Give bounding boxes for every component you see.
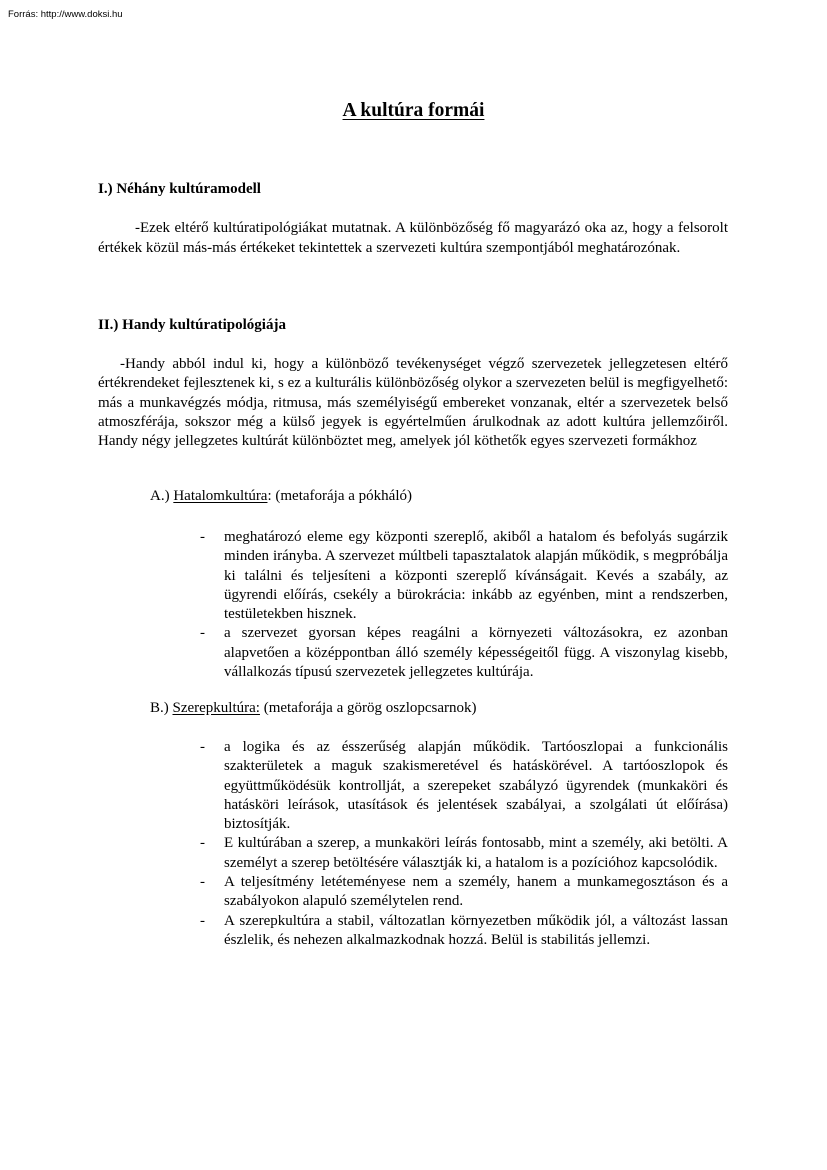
list-item: [200, 912, 728, 951]
subsection-a-prefix: A.): [150, 488, 174, 504]
subsection-b-term: Szerepkultúra:: [172, 700, 260, 716]
list-item-text: meghatározó eleme egy központi szereplő, akiből a hatalom és befolyás sugárzik minden irányba. A szervezet múltbeli tapasztalatok alapján működik, s megpróbálja ki találni és teljesíteni a központi szereplő kívánságait. Kevés a szabály, az ügyrendi előírás, csekély a bürokrácia: inkább az egyénben, mint a rendszerben, testületekben hisznek.: [224, 529, 728, 623]
subsection-a-metaphor: : (metaforája a pókháló): [267, 488, 412, 504]
subsection-b-heading: [150, 700, 477, 717]
list-item-text: A szerepkultúra a stabil, változatlan környezetben működik jól, a változást lassan észlelik, és nehezen alkalmazkodnak hozzá. Belül is stabilitás jellemzi.: [224, 912, 728, 948]
list-item: [200, 528, 728, 624]
list-item: [200, 873, 728, 912]
subsection-a-bullet-list: [200, 528, 728, 682]
bullet-dash: -: [200, 625, 205, 642]
source-line: Forrás: http://www.doksi.hu: [8, 9, 123, 20]
bullet-dash: -: [200, 835, 205, 852]
subsection-b-metaphor: (metaforája a görög oszlopcsarnok): [259, 700, 477, 716]
list-item: [200, 834, 728, 873]
section-1-heading: I.) Néhány kultúramodell: [98, 181, 261, 197]
bullet-dash: -: [200, 874, 205, 891]
subsection-b-bullet-list: [200, 738, 728, 950]
page-title: A kultúra formái: [342, 100, 485, 121]
list-item-text: A teljesítmény letéteményese nem a személy, hanem a munkamegosztáson és a szabályokon alapuló személytelen rend.: [224, 874, 728, 910]
section-2-heading: II.) Handy kultúratipológiája: [98, 317, 286, 333]
bullet-dash: -: [200, 529, 205, 545]
list-item: [200, 738, 728, 834]
bullet-dash: -: [200, 912, 205, 929]
section-2-paragraph: -Handy abból indul ki, hogy a különböző tevékenységet végző szervezetek jellegzetesen eltérő értékrendeket fejlesztenek ki, s ez a kulturális különbözőség olykor a szervezeten belül is megfigyelhető: más a munkavégzés módja, ritmusa, más személyiségű embereket vonzanak, eltér a szervezetek belső atmoszférája, sokszor még a külső jegyek is egyértelműen árulkodnak az adott kultúra jellemzőiről. Handy négy jellegzetes kultúrát különböztet meg, amelyek jól köthetők egyes szervezeti formákhoz: [98, 356, 728, 450]
list-item-text: a logika és az ésszerűség alapján működik. Tartóoszlopai a funkcionális szakterületek a maguk szakismeretével és hatáskörével. A tartóoszlopok és együttműködésük kontrollját, a szerepeket szabályzó ügyrendek (munkaköri és hatásköri leírások, utasítások és jelentések szabályai, a szolgálati út előírása) biztosítják.: [224, 739, 728, 833]
section-1-paragraph: -Ezek eltérő kultúratipológiákat mutatnak. A különbözőség fő magyarázó oka az, hogy a felsorolt értékek közül más-más értékeket tekintettek a szervezeti kultúra szempontjából meghatározónak.: [98, 220, 728, 256]
list-item: [200, 624, 728, 682]
list-item-text: E kultúrában a szerep, a munkaköri leírás fontosabb, mint a személy, aki betölti. A személyt a szerep betöltésére választják ki, a hatalom is a pozícióhoz kapcsolódik.: [224, 835, 728, 871]
list-item-text: a szervezet gyorsan képes reagálni a környezeti változásokra, ez azonban alapvetően a középpontban álló személy képességeitől függ. A viszonylag kisebb, vállalkozás típusú szervezetek jellegzetes kultúrája.: [224, 625, 728, 681]
subsection-a-term: Hatalomkultúra: [173, 488, 268, 504]
subsection-a-heading: [150, 488, 412, 505]
subsection-b-prefix: B.): [150, 700, 173, 716]
bullet-dash: -: [200, 739, 205, 755]
